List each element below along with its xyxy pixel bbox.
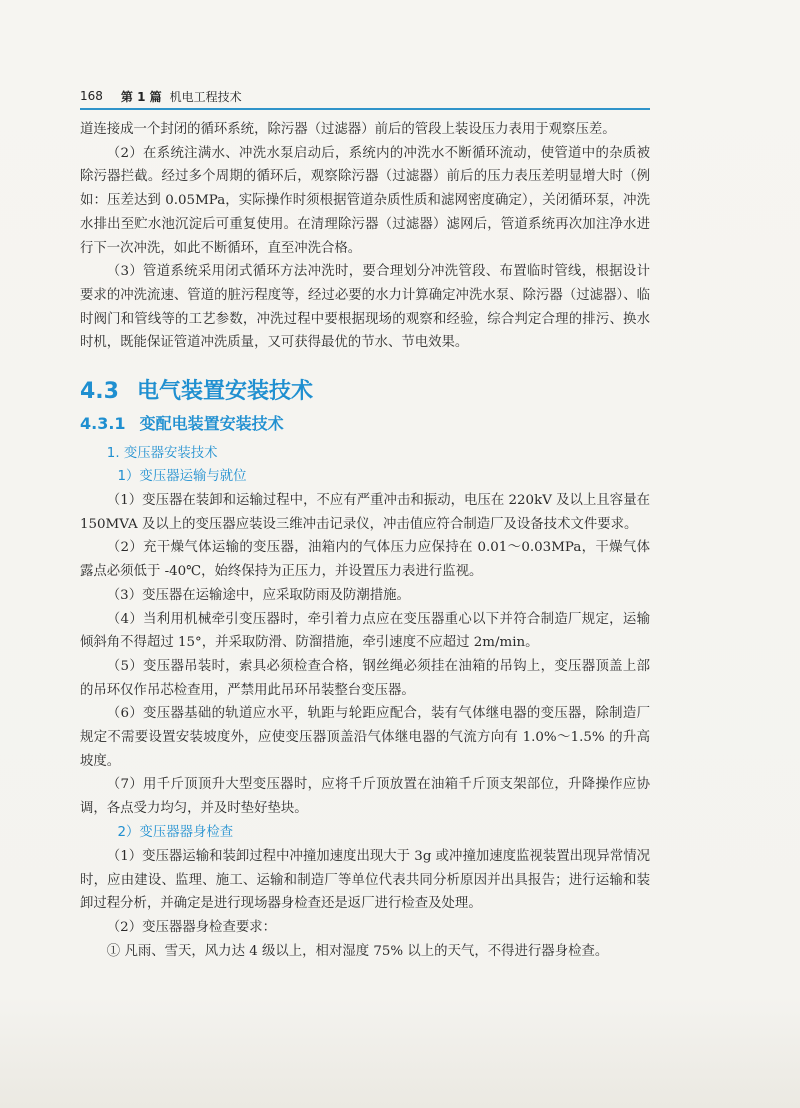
page-number: 168 xyxy=(80,89,103,103)
page-content xyxy=(80,118,650,963)
part-title: 机电工程技术 xyxy=(169,89,242,104)
section-title: 电气装置安装技术 xyxy=(136,379,313,405)
section-heading xyxy=(80,377,650,407)
subtopic-heading: 1）变压器运输与就位 xyxy=(117,469,247,485)
paragraph: 道连接成一个封闭的循环系统，除污器（过滤器）前后的管段上装设压力表用于观察压差。 xyxy=(80,122,616,137)
header-rule xyxy=(80,108,650,110)
paragraph: （4）当利用机械牵引变压器时，牵引着力点应在变压器重心以下并符合制造厂规定，运输倾斜角不得超过 15°，并采取防滑、防溜措施，牵引速度不应超过 2m/min。 xyxy=(80,611,650,651)
subtopic-heading: 2）变压器器身检查 xyxy=(117,824,234,840)
paragraph: （3）管道系统采用闭式循环方法冲洗时，要合理划分冲洗管段、布置临时管线，根据设计要求的冲洗流速、管道的脏污程度等，经过必要的水力计算确定冲洗水泵、除污器（过滤器）、临时阀门和管线等的工艺参数，冲洗过程中要根据现场的观察和经验，综合判定合理的排污、换水时机，既能保证管道冲洗质量，又可获得最优的节水、节电效果。 xyxy=(80,264,650,351)
subsection-number: 4.3.1 xyxy=(80,414,126,434)
paragraph: （2）充干燥气体运输的变压器，油箱内的气体压力应保持在 0.01～0.03MPa，干燥气体露点必须低于 -40℃，始终保持为正压力，并设置压力表进行监视。 xyxy=(80,540,650,580)
section-number: 4.3 xyxy=(80,379,119,405)
subsection-heading xyxy=(80,411,650,437)
running-header xyxy=(80,86,650,106)
paragraph: （6）变压器基础的轨道应水平，轨距与轮距应配合，装有气体继电器的变压器，除制造厂规定不需要设置安装坡度外，应使变压器顶盖沿气体继电器的气流方向有 1.0%～1.5% 的升高坡度。 xyxy=(80,706,650,769)
paragraph: ① 凡雨、雪天，风力达 4 级以上，相对湿度 75% 以上的天气，不得进行器身检查。 xyxy=(106,943,609,959)
topic-heading: 1. 变压器安装技术 xyxy=(106,446,218,462)
part-label: 第 1 篇 xyxy=(120,89,162,104)
paragraph: （7）用千斤顶顶升大型变压器时，应将千斤顶放置在油箱千斤顶支架部位，升降操作应协调，各点受力均匀，并及时垫好垫块。 xyxy=(80,777,650,817)
paragraph: （3）变压器在运输途中，应采取防雨及防潮措施。 xyxy=(106,587,410,603)
paragraph: （5）变压器吊装时，索具必须检查合格，钢丝绳必须挂在油箱的吊钩上，变压器顶盖上部的吊环仅作吊芯检查用，严禁用此吊环吊装整台变压器。 xyxy=(80,658,650,698)
paragraph: （2）变压器器身检查要求： xyxy=(106,919,277,935)
paragraph: （1）变压器运输和装卸过程中冲撞加速度出现大于 3g 或冲撞加速度监视装置出现异常情况时，应由建设、监理、施工、运输和制造厂等单位代表共同分析原因并出具报告；进行运输和装卸过程分析，并确定是进行现场器身检查还是返厂进行检查及处理。 xyxy=(80,848,650,912)
subsection-title: 变配电装置安装技术 xyxy=(139,414,284,434)
paragraph: （2）在系统注满水、冲洗水泵启动后，系统内的冲洗水不断循环流动，使管道中的杂质被除污器拦截。经过多个周期的循环后，观察除污器（过滤器）前后的压力表压差明显增大时（例如：压差达到 0.05MPa，实际操作时须根据管道杂质性质和滤网密度确定），关闭循环泵，冲洗水排出至贮水池沉淀后可重复使用。在清理除污器（过滤器）滤网后，管道系统再次加注净水进行下一次冲洗，如此不断循环，直至冲洗合格。 xyxy=(80,145,650,256)
paragraph: （1）变压器在装卸和运输过程中，不应有严重冲击和振动，电压在 220kV 及以上且容量在 150MVA 及以上的变压器应装设三维冲击记录仪，冲击值应符合制造厂及设备技术文件要求。 xyxy=(80,493,650,532)
